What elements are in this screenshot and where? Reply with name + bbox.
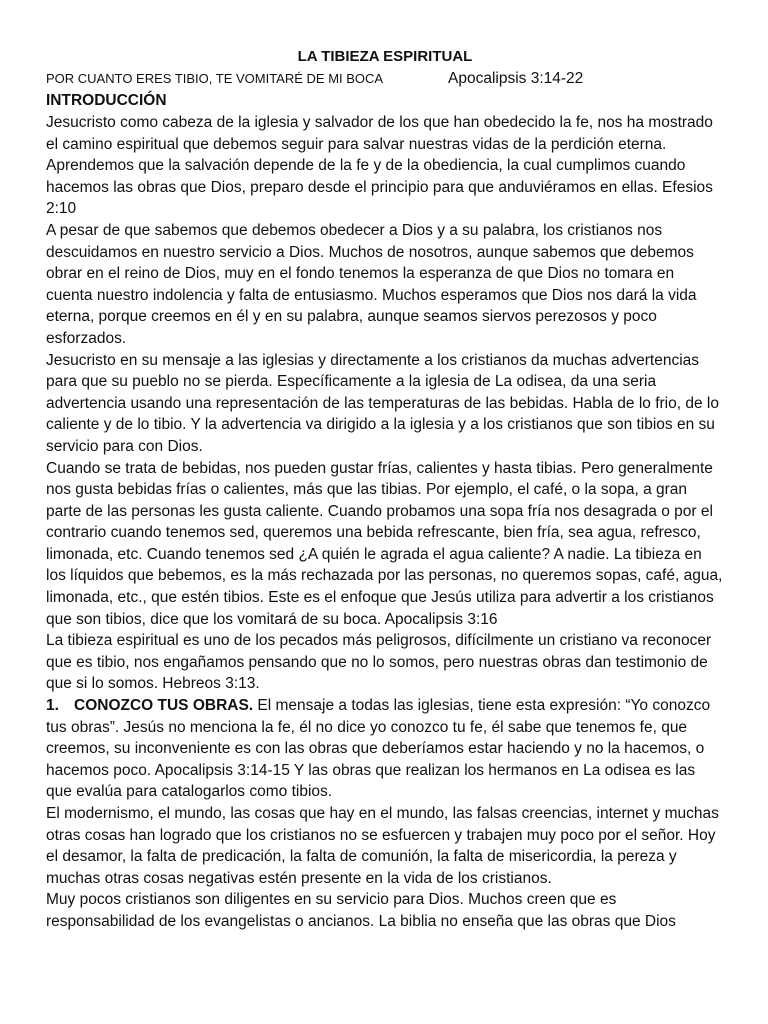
paragraph-2: A pesar de que sabemos que debemos obedecer a Dios y a su palabra, los cristianos nos descuidamos en nuestro servicio a Dios. Muchos de nosotros, aunque sabemos que debemos obrar en el reino de Dios, muy en el fondo tenemos la esperanza de que Dios no tomara en cuenta nuestro indolencia y falta de entusiasmo. Muchos esperamos que Dios nos dará la vida eterna, porque creemos en él y en su palabra, aunque seamos siervos perezosos y poco esforzados. [46, 221, 697, 347]
intro-heading: INTRODUCCIÓN [46, 92, 167, 109]
section-number: 1. [46, 697, 59, 715]
verse-line: POR CUANTO ERES TIBIO, TE VOMITARÉ DE MI BOCA [46, 71, 384, 86]
verse-line-row [46, 68, 724, 90]
section-heading: CONOZCO TUS OBRAS. [74, 697, 254, 715]
paragraph-5: La tibieza espiritual es uno de los pecados más peligrosos, difícilmente un cristiano va reconocer que es tibio, nos engañamos pensando que no lo somos, pero nuestras obras dan testimonio de que si lo somos. Hebreos 3:13. [46, 632, 712, 693]
paragraph-8: Muy pocos cristianos son diligentes en su servicio para Dios. Muchos creen que es responsabilidad de los evangelistas o ancianos. La biblia no enseña que las obras que Dios [46, 891, 676, 930]
paragraph-4: Cuando se trata de bebidas, nos pueden gustar frías, calientes y hasta tibias. Pero generalmente nos gusta bebidas frías o calientes, más que las tibias. Por ejemplo, el café, o la sopa, a gran parte de las personas les gusta caliente. Cuando probamos una sopa fría nos desagrada o por el contrario cuando tenemos sed, queremos una bebida refrescante, bien fría, sea agua, refresco, limonada, etc. Cuando tenemos sed ¿A quién le agrada el agua caliente? A nadie. La tibieza en los líquidos que bebemos, es la más rechazada por las personas, no queremos sopas, café, agua, limonada, etc., que estén tibios. Este es el enfoque que Jesús utiliza para advertir a los cristianos que son tibios, dice que los vomitará de su boca. Apocalipsis 3:16 [46, 459, 723, 628]
section-body: El mensaje a todas las iglesias, tiene esta expresión: “Yo conozco tus obras”. Jesús no menciona la fe, él no dice yo conozco tu fe, él sabe que tenemos fe, que creemos, su inconveniente es con las obras que deberíamos estar haciendo y no la hacemos, o hacemos poco. Apocalipsis 3:14-15 Y las obras que realizan los hermanos en La odisea es las que evalúa para catalogarlos como tibios. [46, 697, 711, 801]
paragraph-3: Jesucristo en su mensaje a las iglesias y directamente a los cristianos da muchas advertencias para que su pueblo no se pierda. Específicamente a la iglesia de La odisea, da una seria advertencia usando una representación de las temperaturas de las bebidas. Habla de lo frio, de lo caliente y de lo tibio. Y la advertencia va dirigido a la iglesia y a los cristianos que son tibios en su servicio para con Dios. [46, 351, 719, 455]
paragraph-6 [46, 695, 724, 803]
paragraph-1: Jesucristo como cabeza de la iglesia y salvador de los que han obedecido la fe, nos ha mostrado el camino espiritual que debemos seguir para salvar nuestras vidas de la perdición eterna. Aprendemos que la salvación depende de la fe y de la obediencia, la cual cumplimos cuando hacemos las obras que Dios, preparo desde el principio para que anduviéramos en ellas. Efesios 2:10 [46, 114, 713, 218]
verse-reference: Apocalipsis 3:14-22 [448, 70, 584, 87]
document-title: LA TIBIEZA ESPIRITUAL [297, 48, 473, 65]
paragraph-7: El modernismo, el mundo, las cosas que hay en el mundo, las falsas creencias, internet y muchas otras cosas han logrado que los cristianos no se esfuercen y trabajen muy poco por el señor. Hoy el desamor, la falta de predicación, la falta de comunión, la falta de misericordia, la pereza y muchas otras cosas negativas estén presente en la vida de los cristianos. [46, 805, 719, 887]
